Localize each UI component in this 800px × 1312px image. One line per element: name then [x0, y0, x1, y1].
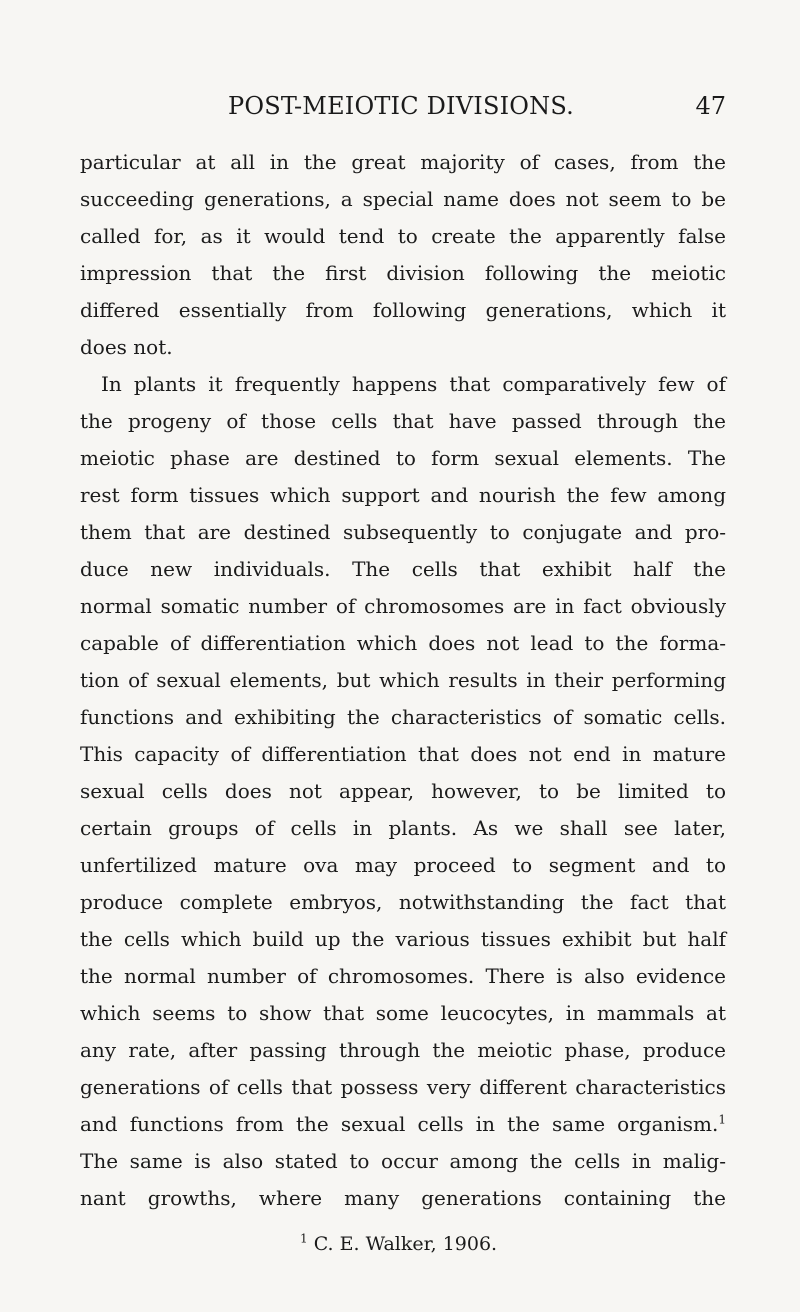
text-line-content: and functions from the sexual cells in the same organism. [80, 1112, 719, 1136]
text-line: the progeny of those cells that have passed through the [80, 409, 726, 433]
text-line: capable of differentiation which does not lead to the forma- [80, 631, 726, 655]
text-line: impression that the first division following the meiotic [80, 261, 726, 285]
text-line: sexual cells does not appear, however, to be limited to [80, 779, 726, 803]
running-head: POST-MEIOTIC DIVISIONS. [228, 92, 574, 120]
text-line: tion of sexual elements, but which results in their performing [80, 668, 726, 692]
text-line: unfertilized mature ova may proceed to segment and to [80, 853, 726, 877]
page-header [80, 92, 726, 124]
text-line: The same is also stated to occur among the cells in malig- [80, 1149, 726, 1173]
text-line: produce complete embryos, notwithstanding the fact that [80, 890, 726, 914]
text-line: rest form tissues which support and nourish the few among [80, 483, 726, 507]
text-line: the cells which build up the various tissues exhibit but half [80, 927, 726, 951]
text-line: functions and exhibiting the characteristics of somatic cells. [80, 705, 726, 729]
text-line: them that are destined subsequently to conjugate and pro- [80, 520, 726, 544]
text-line: which seems to show that some leucocytes, in mammals at [80, 1001, 726, 1025]
text-line: duce new individuals. The cells that exhibit half the [80, 557, 726, 581]
footnote [300, 1232, 497, 1256]
footnote-text: C. E. Walker, 1906. [313, 1233, 498, 1255]
text-line: does not. [80, 335, 173, 359]
page-number: 47 [695, 92, 726, 120]
text-line: generations of cells that possess very different characteristics [80, 1075, 726, 1099]
footnote-marker: 1 [300, 1231, 308, 1246]
paragraph-first-line: In plants it frequently happens that comparatively few of [101, 372, 726, 396]
text-line: succeeding generations, a special name does not seem to be [80, 187, 726, 211]
text-line: certain groups of cells in plants. As we shall see later, [80, 816, 726, 840]
text-line: This capacity of differentiation that does not end in mature [80, 742, 726, 766]
text-line: particular at all in the great majority of cases, from the [80, 150, 726, 174]
text-line: called for, as it would tend to create the apparently false [80, 224, 726, 248]
footnote-reference[interactable]: 1 [718, 1112, 726, 1127]
body-text [80, 144, 726, 1217]
text-line: any rate, after passing through the meiotic phase, produce [80, 1038, 726, 1062]
text-line: normal somatic number of chromosomes are in fact obviously [80, 594, 726, 618]
text-line: the normal number of chromosomes. There is also evidence [80, 964, 726, 988]
text-line: meiotic phase are destined to form sexual elements. The [80, 446, 726, 470]
text-line: nant growths, where many generations containing the [80, 1186, 726, 1210]
text-line-with-footnote [80, 1106, 726, 1143]
text-line: differed essentially from following generations, which it [80, 298, 726, 322]
